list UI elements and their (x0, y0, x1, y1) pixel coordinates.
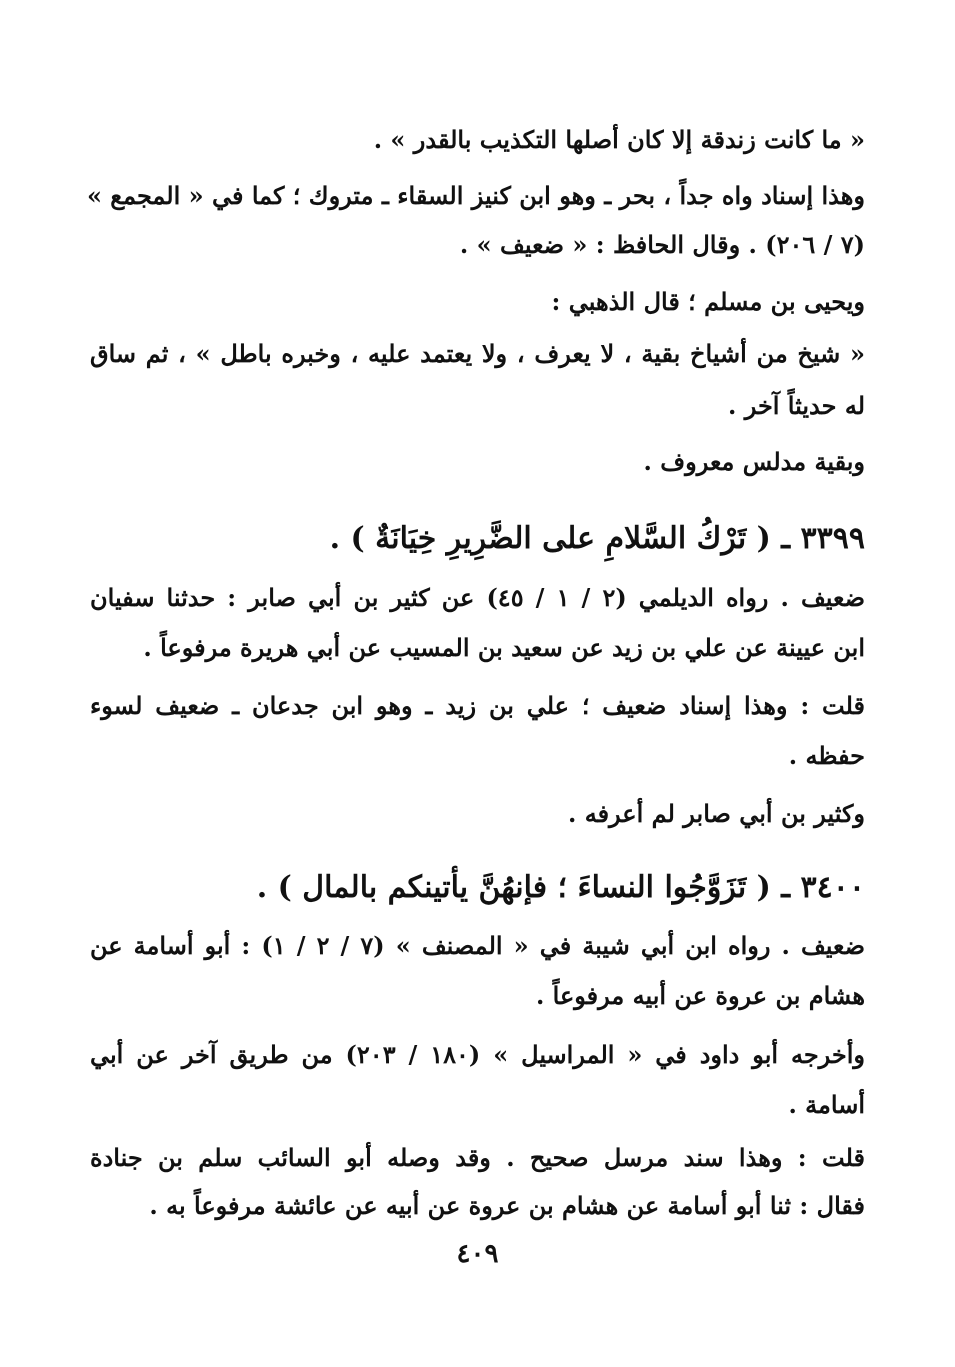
text-line: « ما كانت زندقة إلا كان أصلها التكذيب بالقدر » . (373, 125, 865, 154)
text-line: وبقية مدلس معروف . (643, 447, 865, 476)
text-line: وكثير بن أبي صابر لم أعرفه . (568, 799, 865, 828)
text-line: هشام بن عروة عن أبيه مرفوعاً . (535, 981, 865, 1010)
text-line: قلت : وهذا سند مرسل صحيح . وقد وصله أبو السائب سلم بن جنادة (90, 1143, 865, 1172)
text-line: ويحيى بن مسلم ؛ قال الذهبي : (551, 287, 865, 316)
text-line: له حديثاً آخر . (727, 391, 865, 420)
text-line: « شيخ من أشياخ بقية ، لا يعرف ، ولا يعتمد عليه ، وخبره باطل » ، ثم ساق (90, 339, 865, 368)
text-line: حفظه . (788, 741, 865, 770)
text-line: ضعيف . رواه ابن أبي شيبة في « المصنف » (٧ / ٢ / ١) : أبو أسامة عن (90, 931, 866, 960)
hadith-heading-3400: ٣٤٠٠ ـ ( تَزَوَّجُوا النساءَ ؛ فإنهُنَّ يأتينكم بالمال ) . (256, 870, 865, 905)
text-line: وهذا إسناد واه جداً ، بحر ـ وهو ابن كنيز السقاء ـ متروك ؛ كما في « المجمع » (86, 181, 865, 210)
text-line: ضعيف . رواه الديلمي (٢ / ١ / ٤٥) عن كثير بن أبي صابر : حدثنا سفيان (90, 583, 865, 612)
text-line: قلت : وهذا إسناد ضعيف ؛ علي بن زيد ـ وهو ابن جدعان ـ ضعيف لسوء (90, 691, 865, 720)
hadith-heading-3399: ٣٣٩٩ ـ ( تَرْكُ السَّلامِ على الضَّرِيرِ خِيَانَةٌ ) . (329, 521, 865, 556)
text-line: أسامة . (788, 1090, 865, 1119)
page-number: ٤٠٩ (456, 1239, 499, 1269)
text-line: ابن عيينة عن علي بن زيد عن سعيد بن المسيب عن أبي هريرة مرفوعاً . (143, 633, 865, 662)
text-line: (٧ / ٢٠٦) . وقال الحافظ : « ضعيف » . (459, 230, 865, 259)
text-line: فقال : ثنا أبو أسامة عن هشام بن عروة عن أبيه عن عائشة مرفوعاً به . (149, 1191, 865, 1220)
text-line: وأخرجه أبو داود في « المراسيل » (١٨٠ / ٢٠٣) من طريق آخر عن أبي (90, 1040, 866, 1069)
